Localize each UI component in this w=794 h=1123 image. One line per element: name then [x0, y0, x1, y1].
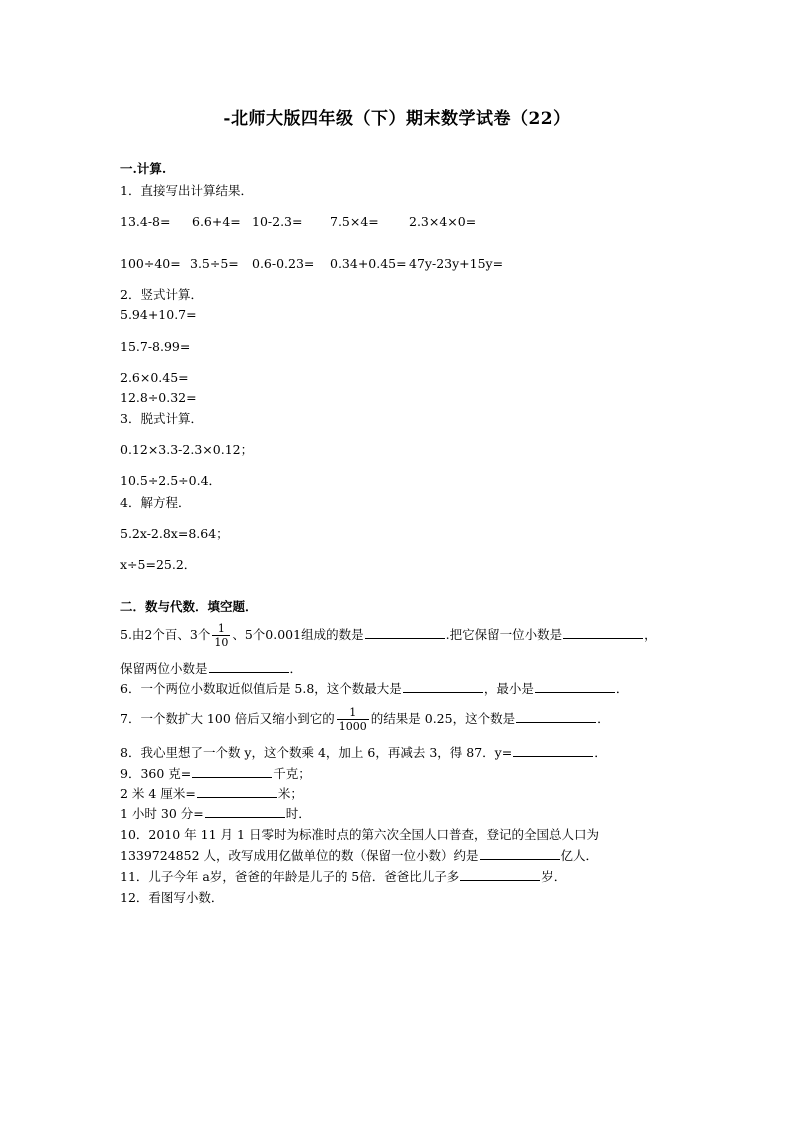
q2-item: 12.8÷0.32=	[120, 390, 197, 405]
q6-text: ，最小是	[483, 681, 534, 696]
answer-blank[interactable]	[205, 805, 285, 818]
answer-blank[interactable]	[365, 626, 445, 639]
answer-blank[interactable]	[197, 785, 277, 798]
q9-text: 9．360 克=	[120, 766, 192, 781]
answer-blank[interactable]	[480, 847, 560, 860]
q1-item: 6.6+4=	[192, 214, 241, 229]
q9-c	[120, 805, 311, 823]
answer-blank[interactable]	[513, 744, 593, 757]
q9-text: 时．	[285, 806, 311, 821]
q6	[120, 680, 628, 698]
q1-item: 10-2.3=	[252, 214, 303, 229]
fraction-numerator: 1	[217, 622, 225, 635]
q5-text: ．	[289, 661, 303, 676]
q10-line2	[120, 847, 598, 865]
q5-line1	[120, 622, 657, 649]
q1-item: 100÷40=	[120, 256, 181, 271]
q4-label: 4．解方程．	[120, 495, 191, 510]
answer-blank[interactable]	[403, 680, 483, 693]
q1-item: 0.6-0.23=	[252, 256, 315, 271]
q1-label: 1．直接写出计算结果．	[120, 183, 253, 198]
q2-label: 2．竖式计算．	[120, 287, 203, 302]
q4-item: 5.2x-2.8x=8.64；	[120, 526, 229, 541]
q7-text: 7．一个数扩大 100 倍后又缩小到它的	[120, 711, 335, 726]
q10-text: 亿人．	[560, 848, 599, 863]
q1-item: 7.5×4=	[330, 214, 379, 229]
q11-text: 岁．	[541, 869, 567, 884]
q10-text: 1339724852 人，改写成用亿做单位的数（保留一位小数）约是	[120, 848, 479, 863]
q1-item: 2.3×4×0=	[409, 214, 477, 229]
answer-blank[interactable]	[563, 626, 643, 639]
q9-text: 米；	[277, 786, 303, 801]
page-title: -北师大版四年级（下）期末数学试卷（22）	[223, 109, 571, 129]
q1-item: 47y-23y+15y=	[409, 256, 504, 271]
fraction-denominator: 1000	[338, 720, 367, 733]
q7-text: ．	[597, 711, 610, 726]
q5-text: ，	[644, 627, 657, 642]
q3-item: 10.5÷2.5÷0.4．	[120, 473, 222, 488]
q6-text: 6．一个两位小数取近似值后是 5.8，这个数最大是	[120, 681, 402, 696]
q12-label: 12．看图写小数．	[120, 890, 224, 905]
section2-heading: 二．数与代数．填空题．	[120, 599, 258, 614]
answer-blank[interactable]	[192, 765, 272, 778]
q9-text: 1 小时 30 分=	[120, 806, 204, 821]
q11	[120, 868, 566, 886]
q10-line1: 10．2010 年 11 月 1 日零时为标准时点的第六次全国人口普查，登记的全国总人口为	[120, 827, 599, 842]
fraction	[337, 706, 369, 733]
q6-text: ．	[615, 681, 629, 696]
answer-blank[interactable]	[209, 660, 289, 673]
fraction	[212, 622, 230, 649]
q5-text: 保留两位小数是	[120, 661, 208, 676]
q5-text: 5.由2个百、3个	[120, 627, 211, 642]
q5-line2	[120, 660, 302, 678]
q1-item: 13.4-8=	[120, 214, 171, 229]
q7-text: 的结果是 0.25，这个数是	[370, 711, 516, 726]
q2-item: 15.7-8.99=	[120, 339, 191, 354]
fraction-numerator: 1	[349, 706, 357, 719]
q11-text: 11．儿子今年 a岁，爸爸的年龄是儿子的 5倍．爸爸比儿子多	[120, 869, 460, 884]
q1-item: 3.5÷5=	[190, 256, 239, 271]
answer-blank[interactable]	[516, 710, 596, 723]
q8-text: 8．我心里想了一个数 y，这个数乘 4，加上 6，再减去 3，得 87．y=	[120, 745, 513, 760]
fraction-denominator: 10	[214, 636, 229, 649]
q4-item: x÷5=25.2．	[120, 557, 197, 572]
q3-label: 3．脱式计算．	[120, 411, 203, 426]
answer-blank[interactable]	[460, 868, 540, 881]
section1-heading: 一.计算.	[120, 161, 167, 176]
q9-b	[120, 785, 303, 803]
q7	[120, 706, 610, 733]
q2-item: 5.94+10.7=	[120, 307, 197, 322]
q8	[120, 744, 607, 762]
q9-text: 2 米 4 厘米=	[120, 786, 196, 801]
q5-text: .把它保留一位小数是	[445, 627, 563, 642]
q5-text: 、5个0.001组成的数是	[232, 627, 364, 642]
q2-item: 2.6×0.45=	[120, 370, 189, 385]
q1-item: 0.34+0.45=	[330, 256, 407, 271]
q8-text: ．	[594, 745, 607, 760]
q9-a	[120, 765, 311, 783]
q3-item: 0.12×3.3-2.3×0.12；	[120, 442, 254, 457]
q9-text: 千克；	[273, 766, 311, 781]
answer-blank[interactable]	[535, 680, 615, 693]
